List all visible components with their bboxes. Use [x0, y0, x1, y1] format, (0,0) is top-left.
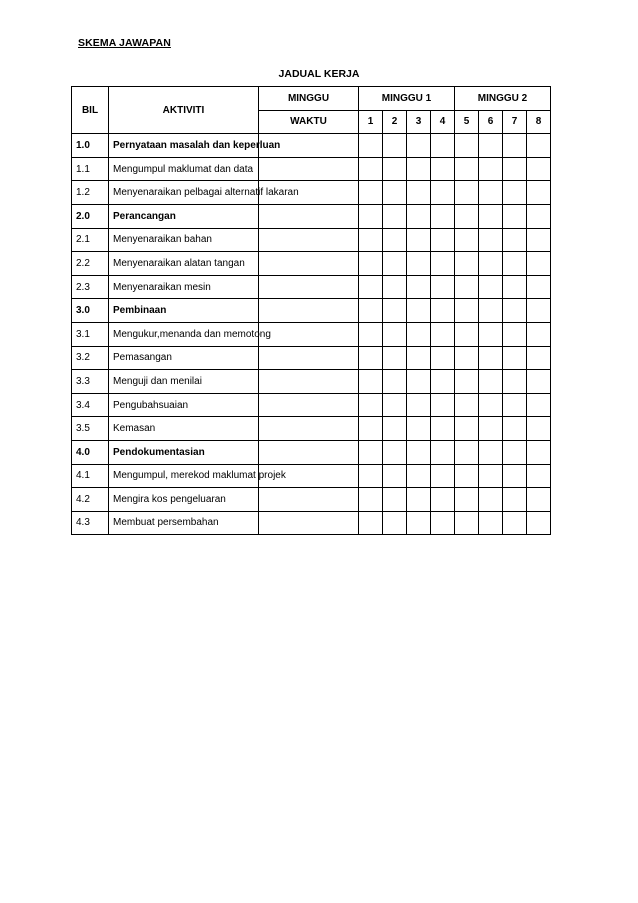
row-number: 4.1: [72, 464, 109, 488]
week-cell: [503, 275, 527, 299]
week-cell: [407, 370, 431, 394]
table-row: [72, 346, 551, 370]
week-cell: [455, 370, 479, 394]
row-number: 3.5: [72, 417, 109, 441]
week-cell: [359, 370, 383, 394]
week-cell: [359, 157, 383, 181]
week-cell: [527, 134, 551, 158]
week-cell: [431, 464, 455, 488]
week-cell: [359, 134, 383, 158]
week-cell: [479, 370, 503, 394]
week-cell: [479, 157, 503, 181]
week-cell: [359, 275, 383, 299]
week-cell: [455, 228, 479, 252]
row-number: 4.2: [72, 488, 109, 512]
week-cell: [431, 488, 455, 512]
week-cell: [383, 157, 407, 181]
header-waktu: WAKTU: [259, 110, 359, 134]
week-cell: [383, 322, 407, 346]
week-cell: [479, 322, 503, 346]
week-cell: [359, 322, 383, 346]
week-cell: [383, 299, 407, 323]
week-cell: [503, 370, 527, 394]
row-waktu-cell: [259, 322, 359, 346]
week-cell: [527, 370, 551, 394]
week-cell: [407, 181, 431, 205]
week-cell: [359, 417, 383, 441]
row-number: 3.0: [72, 299, 109, 323]
week-cell: [383, 252, 407, 276]
week-cell: [407, 252, 431, 276]
header-week-number: 3: [407, 110, 431, 134]
row-activity: Pendokumentasian: [109, 440, 259, 464]
row-number: 1.0: [72, 134, 109, 158]
table-row: [72, 511, 551, 535]
row-number: 3.2: [72, 346, 109, 370]
week-cell: [407, 417, 431, 441]
week-cell: [431, 393, 455, 417]
table-row: [72, 370, 551, 394]
row-waktu-cell: [259, 488, 359, 512]
week-cell: [503, 134, 527, 158]
table-row: [72, 181, 551, 205]
table-row: [72, 252, 551, 276]
week-cell: [407, 346, 431, 370]
header-week-number: 2: [383, 110, 407, 134]
table-row: [72, 393, 551, 417]
week-cell: [455, 488, 479, 512]
row-activity: Mengumpul, merekod maklumat projek: [109, 464, 259, 488]
week-cell: [479, 440, 503, 464]
week-cell: [431, 228, 455, 252]
week-cell: [479, 511, 503, 535]
week-cell: [455, 299, 479, 323]
table-row: [72, 417, 551, 441]
week-cell: [479, 299, 503, 323]
week-cell: [479, 275, 503, 299]
week-cell: [527, 299, 551, 323]
week-cell: [503, 464, 527, 488]
week-cell: [479, 417, 503, 441]
week-cell: [431, 157, 455, 181]
week-cell: [407, 134, 431, 158]
week-cell: [455, 322, 479, 346]
table-row: [72, 134, 551, 158]
row-number: 4.3: [72, 511, 109, 535]
header-aktiviti: AKTIVITI: [109, 87, 259, 134]
week-cell: [479, 134, 503, 158]
row-number: 2.0: [72, 204, 109, 228]
table-row: [72, 322, 551, 346]
week-cell: [359, 488, 383, 512]
week-cell: [503, 252, 527, 276]
week-cell: [503, 393, 527, 417]
row-activity: Menyenaraikan bahan: [109, 228, 259, 252]
row-activity: Membuat persembahan: [109, 511, 259, 535]
week-cell: [455, 346, 479, 370]
week-cell: [359, 440, 383, 464]
week-cell: [431, 346, 455, 370]
row-number: 1.2: [72, 181, 109, 205]
week-cell: [431, 440, 455, 464]
week-cell: [455, 204, 479, 228]
week-cell: [359, 252, 383, 276]
week-cell: [455, 417, 479, 441]
row-waktu-cell: [259, 299, 359, 323]
week-cell: [407, 275, 431, 299]
table-row: [72, 488, 551, 512]
week-cell: [455, 181, 479, 205]
week-cell: [479, 228, 503, 252]
week-cell: [503, 440, 527, 464]
week-cell: [407, 204, 431, 228]
week-cell: [527, 228, 551, 252]
row-activity: Perancangan: [109, 204, 259, 228]
week-cell: [479, 464, 503, 488]
week-cell: [431, 417, 455, 441]
week-cell: [503, 417, 527, 441]
header-week-number: 6: [479, 110, 503, 134]
week-cell: [431, 275, 455, 299]
row-activity: Mengukur,menanda dan memotong: [109, 322, 259, 346]
row-number: 2.2: [72, 252, 109, 276]
row-activity: Menyenaraikan pelbagai alternatif lakaran: [109, 181, 259, 205]
week-cell: [479, 204, 503, 228]
week-cell: [431, 322, 455, 346]
work-schedule-table: [71, 86, 551, 535]
week-cell: [455, 252, 479, 276]
week-cell: [527, 157, 551, 181]
header-week-number: 4: [431, 110, 455, 134]
row-activity: Menguji dan menilai: [109, 370, 259, 394]
week-cell: [503, 181, 527, 205]
row-waktu-cell: [259, 157, 359, 181]
header-week-number: 1: [359, 110, 383, 134]
week-cell: [479, 346, 503, 370]
week-cell: [527, 393, 551, 417]
week-cell: [527, 440, 551, 464]
row-number: 2.1: [72, 228, 109, 252]
week-cell: [383, 440, 407, 464]
week-cell: [383, 275, 407, 299]
week-cell: [359, 464, 383, 488]
table-row: [72, 440, 551, 464]
header-bil: BIL: [72, 87, 109, 134]
week-cell: [431, 134, 455, 158]
week-cell: [383, 464, 407, 488]
week-cell: [359, 228, 383, 252]
row-number: 1.1: [72, 157, 109, 181]
week-cell: [503, 511, 527, 535]
week-cell: [359, 204, 383, 228]
header-minggu-2: MINGGU 2: [455, 87, 551, 111]
week-cell: [527, 252, 551, 276]
row-waktu-cell: [259, 204, 359, 228]
row-waktu-cell: [259, 228, 359, 252]
week-cell: [503, 228, 527, 252]
week-cell: [431, 204, 455, 228]
week-cell: [527, 417, 551, 441]
week-cell: [359, 511, 383, 535]
week-cell: [527, 346, 551, 370]
week-cell: [503, 299, 527, 323]
table-row: [72, 275, 551, 299]
week-cell: [383, 228, 407, 252]
week-cell: [407, 464, 431, 488]
week-cell: [431, 511, 455, 535]
week-cell: [383, 511, 407, 535]
row-number: 3.3: [72, 370, 109, 394]
week-cell: [527, 464, 551, 488]
week-cell: [407, 393, 431, 417]
week-cell: [431, 252, 455, 276]
row-activity: Pernyataan masalah dan keperluan: [109, 134, 259, 158]
week-cell: [407, 228, 431, 252]
row-number: 3.4: [72, 393, 109, 417]
row-number: 3.1: [72, 322, 109, 346]
row-waktu-cell: [259, 511, 359, 535]
week-cell: [455, 134, 479, 158]
week-cell: [383, 417, 407, 441]
week-cell: [359, 299, 383, 323]
week-cell: [455, 393, 479, 417]
week-cell: [407, 511, 431, 535]
week-cell: [455, 464, 479, 488]
row-activity: Mengumpul maklumat dan data: [109, 157, 259, 181]
week-cell: [383, 346, 407, 370]
week-cell: [407, 440, 431, 464]
week-cell: [431, 181, 455, 205]
week-cell: [479, 181, 503, 205]
row-waktu-cell: [259, 417, 359, 441]
row-waktu-cell: [259, 252, 359, 276]
row-activity: Pemasangan: [109, 346, 259, 370]
week-cell: [359, 181, 383, 205]
document-heading: SKEMA JAWAPAN: [78, 37, 171, 49]
row-waktu-cell: [259, 440, 359, 464]
row-activity: Kemasan: [109, 417, 259, 441]
row-waktu-cell: [259, 346, 359, 370]
header-week-number: 5: [455, 110, 479, 134]
week-cell: [383, 134, 407, 158]
week-cell: [479, 393, 503, 417]
header-minggu: MINGGU: [259, 87, 359, 111]
week-cell: [407, 157, 431, 181]
week-cell: [383, 393, 407, 417]
week-cell: [527, 511, 551, 535]
table-header: [72, 87, 551, 134]
week-cell: [383, 488, 407, 512]
table-row: [72, 299, 551, 323]
header-week-number: 8: [527, 110, 551, 134]
week-cell: [359, 346, 383, 370]
week-cell: [407, 322, 431, 346]
week-cell: [455, 275, 479, 299]
week-cell: [383, 181, 407, 205]
row-activity: Menyenaraikan alatan tangan: [109, 252, 259, 276]
week-cell: [455, 511, 479, 535]
week-cell: [407, 488, 431, 512]
week-cell: [359, 393, 383, 417]
week-cell: [527, 322, 551, 346]
table-title: JADUAL KERJA: [278, 68, 360, 80]
week-cell: [407, 299, 431, 323]
week-cell: [503, 488, 527, 512]
week-cell: [527, 275, 551, 299]
row-number: 2.3: [72, 275, 109, 299]
table-row: [72, 204, 551, 228]
row-waktu-cell: [259, 275, 359, 299]
row-waktu-cell: [259, 393, 359, 417]
table-row: [72, 464, 551, 488]
week-cell: [383, 370, 407, 394]
week-cell: [431, 370, 455, 394]
table-body: [72, 134, 551, 535]
header-row-weeks: [72, 87, 551, 111]
week-cell: [503, 157, 527, 181]
week-cell: [527, 488, 551, 512]
row-activity: Menyenaraikan mesin: [109, 275, 259, 299]
table-row: [72, 157, 551, 181]
header-minggu-1: MINGGU 1: [359, 87, 455, 111]
row-activity: Pengubahsuaian: [109, 393, 259, 417]
week-cell: [503, 204, 527, 228]
week-cell: [503, 346, 527, 370]
week-cell: [455, 440, 479, 464]
row-waktu-cell: [259, 370, 359, 394]
week-cell: [455, 157, 479, 181]
row-activity: Pembinaan: [109, 299, 259, 323]
table-row: [72, 228, 551, 252]
week-cell: [383, 204, 407, 228]
week-cell: [503, 322, 527, 346]
week-cell: [479, 488, 503, 512]
week-cell: [527, 181, 551, 205]
row-activity: Mengira kos pengeluaran: [109, 488, 259, 512]
week-cell: [431, 299, 455, 323]
row-number: 4.0: [72, 440, 109, 464]
week-cell: [479, 252, 503, 276]
header-week-number: 7: [503, 110, 527, 134]
week-cell: [527, 204, 551, 228]
